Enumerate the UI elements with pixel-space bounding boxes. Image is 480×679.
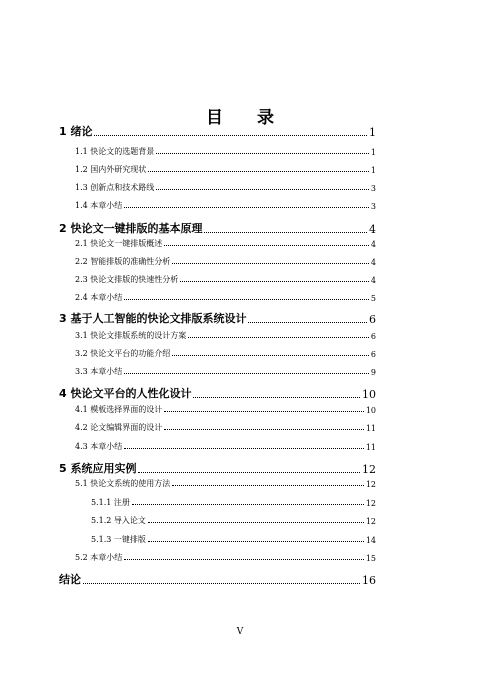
toc-dot-leader	[148, 541, 364, 542]
toc-entry-page: 1	[370, 166, 376, 175]
toc-subsection-entry[interactable]	[91, 515, 376, 526]
toc-entry-page: 16	[362, 574, 376, 587]
toc-dot-leader	[248, 322, 367, 323]
toc-entry-page: 3	[370, 202, 376, 211]
toc-section-entry[interactable]	[75, 182, 376, 193]
toc-dot-leader	[138, 472, 360, 473]
toc-dot-leader	[172, 485, 364, 486]
toc-title: 目 录	[206, 108, 288, 128]
toc-entry-label: 2.4 本章小结	[75, 293, 123, 302]
toc-dot-leader	[188, 337, 369, 338]
toc-entry-page: 12	[365, 480, 376, 489]
toc-entry-label: 4.2 论文编辑界面的设计	[75, 423, 163, 432]
toc-section-entry[interactable]	[75, 200, 376, 211]
toc-entry-label: 4 快论文平台的人性化设计	[59, 387, 192, 400]
toc-entry-page: 1	[369, 126, 376, 139]
toc-entry-label: 5.1.1 注册	[91, 498, 130, 507]
toc-entry-page: 9	[370, 368, 376, 377]
toc-section-entry[interactable]	[75, 478, 376, 489]
toc-entry-page: 3	[370, 184, 376, 193]
toc-entry-label: 3 基于人工智能的快论文排版系统设计	[59, 312, 247, 325]
toc-subsection-entry[interactable]	[91, 534, 376, 545]
toc-dot-leader	[172, 355, 369, 356]
toc-dot-leader	[94, 135, 367, 136]
toc-chapter-entry[interactable]	[59, 123, 376, 139]
toc-section-entry[interactable]	[75, 552, 376, 563]
toc-entry-label: 4.3 本章小结	[75, 442, 123, 451]
toc-dot-leader	[83, 583, 360, 584]
toc-entry-page: 12	[365, 517, 376, 526]
toc-section-entry[interactable]	[75, 404, 376, 415]
toc-entry-label: 1.4 本章小结	[75, 201, 123, 210]
toc-entry-page: 6	[370, 332, 376, 341]
toc-section-entry[interactable]	[75, 441, 376, 452]
toc-entry-label: 2.3 快论文排版的快速性分析	[75, 275, 179, 284]
toc-dot-leader	[124, 559, 364, 560]
toc-entry-page: 4	[370, 240, 376, 249]
toc-section-entry[interactable]	[75, 330, 376, 341]
toc-entry-label: 5.1.3 一键排版	[91, 535, 146, 544]
toc-entry-page: 12	[365, 499, 376, 508]
page-number: V	[236, 627, 244, 637]
toc-section-entry[interactable]	[75, 164, 376, 175]
toc-entry-label: 3.2 快论文平台的功能介绍	[75, 349, 171, 358]
toc-entry-label: 2.1 快论文一键排版概述	[75, 239, 163, 248]
toc-chapter-entry[interactable]	[59, 571, 376, 587]
toc-chapter-entry[interactable]	[59, 220, 376, 236]
toc-entry-page: 12	[362, 463, 376, 476]
toc-chapter-entry[interactable]	[59, 385, 376, 401]
toc-entry-label: 1.3 创新点和技术路线	[75, 183, 155, 192]
toc-dot-leader	[148, 171, 369, 172]
toc-entry-label: 结论	[59, 573, 81, 586]
toc-dot-leader	[156, 153, 369, 154]
toc-entry-page: 15	[365, 554, 376, 563]
toc-dot-leader	[164, 245, 369, 246]
toc-chapter-entry[interactable]	[59, 310, 376, 326]
toc-entry-page: 11	[365, 443, 376, 452]
toc-entry-label: 5.2 本章小结	[75, 553, 123, 562]
toc-entry-page: 10	[365, 406, 376, 415]
toc-entry-page: 6	[370, 350, 376, 359]
toc-dot-leader	[132, 504, 364, 505]
toc-entry-page: 4	[369, 223, 376, 236]
toc-dot-leader	[148, 522, 364, 523]
toc-chapter-entry[interactable]	[59, 460, 376, 476]
toc-entry-label: 4.1 模板选择界面的设计	[75, 405, 163, 414]
toc-entry-label: 3.3 本章小结	[75, 367, 123, 376]
toc-section-entry[interactable]	[75, 146, 376, 157]
toc-section-entry[interactable]	[75, 292, 376, 303]
toc-dot-leader	[172, 263, 369, 264]
toc-dot-leader	[124, 207, 369, 208]
toc-dot-leader	[164, 411, 364, 412]
toc-entry-label: 2 快论文一键排版的基本原理	[59, 222, 203, 235]
toc-section-entry[interactable]	[75, 238, 376, 249]
toc-entry-page: 4	[370, 276, 376, 285]
toc-entry-label: 3.1 快论文排版系统的设计方案	[75, 331, 187, 340]
toc-entry-label: 5.1.2 导入论文	[91, 516, 146, 525]
toc-entry-label: 1.1 快论文的选题背景	[75, 147, 155, 156]
toc-entry-page: 4	[370, 258, 376, 267]
toc-entry-page: 11	[365, 424, 376, 433]
toc-subsection-entry[interactable]	[91, 497, 376, 508]
toc-dot-leader	[124, 299, 369, 300]
toc-dot-leader	[193, 397, 360, 398]
toc-entry-page: 5	[370, 294, 376, 303]
toc-dot-leader	[164, 429, 364, 430]
toc-section-entry[interactable]	[75, 348, 376, 359]
toc-section-entry[interactable]	[75, 274, 376, 285]
toc-entry-label: 5.1 快论文系统的使用方法	[75, 479, 171, 488]
toc-dot-leader	[124, 373, 369, 374]
toc-section-entry[interactable]	[75, 366, 376, 377]
toc-dot-leader	[204, 232, 367, 233]
toc-entry-page: 1	[370, 148, 376, 157]
toc-section-entry[interactable]	[75, 422, 376, 433]
toc-section-entry[interactable]	[75, 256, 376, 267]
toc-entry-label: 1.2 国内外研究现状	[75, 165, 147, 174]
toc-entry-page: 10	[362, 388, 376, 401]
toc-entry-label: 1 绪论	[59, 125, 93, 138]
toc-dot-leader	[156, 189, 369, 190]
toc-entry-label: 2.2 智能排版的准确性分析	[75, 257, 171, 266]
toc-entry-page: 14	[365, 536, 376, 545]
toc-entry-page: 6	[369, 313, 376, 326]
toc-dot-leader	[124, 448, 364, 449]
toc-entry-label: 5 系统应用实例	[59, 462, 137, 475]
toc-dot-leader	[180, 281, 369, 282]
